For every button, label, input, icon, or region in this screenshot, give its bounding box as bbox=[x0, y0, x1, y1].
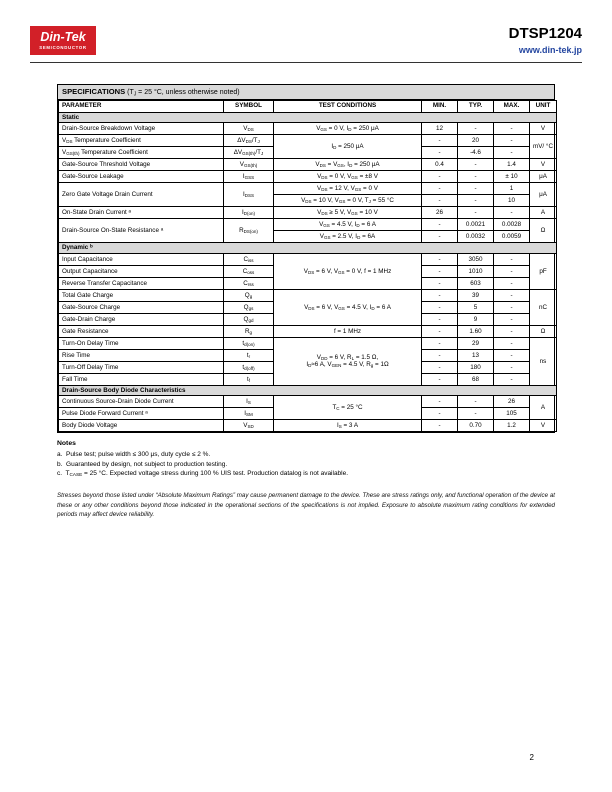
typ-cell: 3050 bbox=[458, 253, 494, 265]
unit-cell: V bbox=[530, 123, 557, 135]
max-cell: - bbox=[494, 135, 530, 147]
note-c: c. $T_{CASE} = 25$ °C. Expected voltage stress during 100 % UIS test. Production datalog is not available. bbox=[57, 470, 349, 478]
max-cell: - bbox=[494, 207, 530, 219]
unit-cell: pF bbox=[530, 253, 557, 289]
symbol-cell: $I_{D(on)}$ bbox=[224, 207, 274, 219]
max-cell: - bbox=[494, 253, 530, 265]
typ-cell: -4.6 bbox=[458, 147, 494, 159]
cond-cell: f = 1 MHz bbox=[274, 325, 422, 337]
min-cell: - bbox=[422, 253, 458, 265]
logo-text: Din-Tek bbox=[40, 30, 86, 45]
unit-cell: mV/ °C bbox=[530, 135, 557, 159]
min-cell: - bbox=[422, 171, 458, 183]
symbol-cell: $V_{GS(th)}$ bbox=[224, 159, 274, 171]
max-cell: - bbox=[494, 289, 530, 301]
col-parameter: PARAMETER bbox=[59, 100, 224, 112]
unit-cell: nC bbox=[530, 289, 557, 325]
max-cell: 0.0028 bbox=[494, 219, 530, 231]
notes-section bbox=[57, 439, 555, 478]
unit-cell: Ω bbox=[530, 219, 557, 243]
typ-cell: 68 bbox=[458, 373, 494, 385]
param-cell: Drain-Source Breakdown Voltage bbox=[59, 123, 224, 135]
page-header bbox=[0, 0, 612, 55]
max-cell: - bbox=[494, 373, 530, 385]
symbol-cell: $I_{SM}$ bbox=[224, 408, 274, 420]
typ-cell: - bbox=[458, 123, 494, 135]
min-cell: - bbox=[422, 337, 458, 349]
min-cell: - bbox=[422, 147, 458, 159]
website-link[interactable]: www.din-tek.jp bbox=[518, 44, 582, 55]
min-cell: - bbox=[422, 231, 458, 243]
max-cell: 105 bbox=[494, 408, 530, 420]
table-row bbox=[59, 123, 557, 135]
param-cell: Continuous Source-Drain Diode Current bbox=[59, 396, 224, 408]
typ-cell: 20 bbox=[458, 135, 494, 147]
page-number: 2 bbox=[529, 753, 534, 762]
note-b: b. Guaranteed by design, not subject to production testing. bbox=[57, 460, 228, 468]
header-right bbox=[509, 26, 582, 55]
cond-cell: $V_{GS} = 0$ V, $I_D = 250$ μA bbox=[274, 123, 422, 135]
typ-cell: - bbox=[458, 396, 494, 408]
max-cell: - bbox=[494, 337, 530, 349]
typ-cell: 180 bbox=[458, 361, 494, 373]
symbol-cell: $Q_{gs}$ bbox=[224, 301, 274, 313]
cond-cell: $V_{DS} \ge 5$ V, $V_{GS} = 10$ V bbox=[274, 207, 422, 219]
symbol-cell: $V_{DS}$ bbox=[224, 123, 274, 135]
max-cell: - bbox=[494, 123, 530, 135]
specifications-title-note: ($T_J = 25$ °C, unless otherwise noted) bbox=[127, 89, 240, 98]
col-typ: TYP. bbox=[458, 100, 494, 112]
symbol-cell: $Q_{gd}$ bbox=[224, 313, 274, 325]
param-cell: Gate-Source Threshold Voltage bbox=[59, 159, 224, 171]
table-row bbox=[59, 135, 557, 147]
unit-cell: Ω bbox=[530, 325, 557, 337]
param-cell: Gate Resistance bbox=[59, 325, 224, 337]
typ-cell: 0.0021 bbox=[458, 219, 494, 231]
notes-title: Notes bbox=[57, 440, 76, 448]
col-min: MIN. bbox=[422, 100, 458, 112]
min-cell: - bbox=[422, 265, 458, 277]
section-row-static bbox=[59, 112, 557, 123]
din-tek-logo bbox=[30, 26, 96, 55]
note-a: a. Pulse test; pulse width ≤ 300 μs, duty cycle ≤ 2 %. bbox=[57, 451, 211, 459]
min-cell: - bbox=[422, 289, 458, 301]
min-cell: - bbox=[422, 301, 458, 313]
col-unit: UNIT bbox=[530, 100, 557, 112]
table-row bbox=[59, 183, 557, 195]
unit-cell: ns bbox=[530, 337, 557, 385]
symbol-cell: $I_{GSS}$ bbox=[224, 171, 274, 183]
cond-cell: $I_S = 3$ A bbox=[274, 420, 422, 432]
typ-cell: - bbox=[458, 171, 494, 183]
symbol-cell: $C_{iss}$ bbox=[224, 253, 274, 265]
min-cell: - bbox=[422, 373, 458, 385]
symbol-cell: $I_{DSS}$ bbox=[224, 183, 274, 207]
cond-cell: $V_{GS} = 2.5$ V, $I_D = 6A$ bbox=[274, 231, 422, 243]
max-cell: 10 bbox=[494, 195, 530, 207]
max-cell: - bbox=[494, 265, 530, 277]
symbol-cell: $Q_g$ bbox=[224, 289, 274, 301]
cond-cell: $V_{DS} = 10$ V, $V_{GS} = 0$ V, $T_J = 55$ °C bbox=[274, 195, 422, 207]
param-cell: Body Diode Voltage bbox=[59, 420, 224, 432]
cond-cell: $V_{DS} = 6$ V, $V_{GS} = 0$ V, f = 1 MHz bbox=[274, 253, 422, 289]
typ-cell: 603 bbox=[458, 277, 494, 289]
unit-cell: V bbox=[530, 420, 557, 432]
section-row-dynamic bbox=[59, 243, 557, 254]
param-cell: On-State Drain Current $^a$ bbox=[59, 207, 224, 219]
max-cell: - bbox=[494, 361, 530, 373]
max-cell: - bbox=[494, 325, 530, 337]
typ-cell: 1010 bbox=[458, 265, 494, 277]
param-cell: Gate-Source Charge bbox=[59, 301, 224, 313]
cond-cell: $V_{DS} = 12$ V, $V_{GS} = 0$ V bbox=[274, 183, 422, 195]
param-cell: Zero Gate Voltage Drain Current bbox=[59, 183, 224, 207]
min-cell: - bbox=[422, 277, 458, 289]
table-row bbox=[59, 159, 557, 171]
param-cell: Fall Time bbox=[59, 373, 224, 385]
disclaimer-text: Stresses beyond those listed under “Absolute Maximum Ratings” may cause permanent damage to the device. These are stress ratings only, and functional operation of the device at these or any other conditions beyond those indicated in the operational sections of the specifications is not implied. Exposure to absolute maximum rating conditions for extended periods may affect device reliability. bbox=[57, 492, 555, 519]
param-cell: Drain-Source On-State Resistance $^a$ bbox=[59, 219, 224, 243]
typ-cell: 5 bbox=[458, 301, 494, 313]
max-cell: ± 10 bbox=[494, 171, 530, 183]
table-row bbox=[59, 337, 557, 349]
table-row bbox=[59, 207, 557, 219]
unit-cell: A bbox=[530, 207, 557, 219]
min-cell: - bbox=[422, 349, 458, 361]
min-cell: - bbox=[422, 420, 458, 432]
typ-cell: 39 bbox=[458, 289, 494, 301]
logo-subtext: SEMICONDUCTOR bbox=[39, 44, 87, 50]
param-cell: Rise Time bbox=[59, 349, 224, 361]
min-cell: - bbox=[422, 219, 458, 231]
param-cell: Input Capacitance bbox=[59, 253, 224, 265]
symbol-cell: $t_{d(on)}$ bbox=[224, 337, 274, 349]
section-label-dynamic: Dynamic $^b$ bbox=[59, 243, 557, 254]
symbol-cell: $C_{oss}$ bbox=[224, 265, 274, 277]
symbol-cell: $R_g$ bbox=[224, 325, 274, 337]
param-cell: Turn-On Delay Time bbox=[59, 337, 224, 349]
symbol-cell: $C_{rss}$ bbox=[224, 277, 274, 289]
cond-cell: $I_D = 250$ μA bbox=[274, 135, 422, 159]
param-cell: Pulse Diode Forward Current $^a$ bbox=[59, 408, 224, 420]
min-cell: - bbox=[422, 195, 458, 207]
param-cell: Total Gate Charge bbox=[59, 289, 224, 301]
section-label-static: Static bbox=[59, 112, 557, 123]
max-cell: - bbox=[494, 147, 530, 159]
symbol-cell: $t_{d(off)}$ bbox=[224, 361, 274, 373]
header-divider bbox=[30, 62, 582, 63]
section-label-body-diode: Drain-Source Body Diode Characteristics bbox=[59, 385, 557, 396]
symbol-cell: $\Delta V_{GS(th)}/T_J$ bbox=[224, 147, 274, 159]
typ-cell: 0.0032 bbox=[458, 231, 494, 243]
param-cell: $V_{DS}$ Temperature Coefficient bbox=[59, 135, 224, 147]
symbol-cell: $R_{DS(on)}$ bbox=[224, 219, 274, 243]
specifications-section bbox=[57, 84, 555, 433]
typ-cell: 0.70 bbox=[458, 420, 494, 432]
symbol-cell: $\Delta V_{DS}/T_J$ bbox=[224, 135, 274, 147]
min-cell: - bbox=[422, 361, 458, 373]
typ-cell: - bbox=[458, 207, 494, 219]
max-cell: - bbox=[494, 301, 530, 313]
cond-cell: $V_{DD} = 6$ V, $R_L = 1.5$ Ω, $I_D\approx 6$ A, $V_{GEN} = 4.5$ V, $R_g = 1\Omega$ bbox=[274, 337, 422, 385]
max-cell: 26 bbox=[494, 396, 530, 408]
max-cell: - bbox=[494, 349, 530, 361]
col-symbol: SYMBOL bbox=[224, 100, 274, 112]
unit-cell: μA bbox=[530, 183, 557, 207]
param-cell: Output Capacitance bbox=[59, 265, 224, 277]
unit-cell: V bbox=[530, 159, 557, 171]
symbol-cell: $t_f$ bbox=[224, 373, 274, 385]
table-row bbox=[59, 396, 557, 408]
param-cell: Gate-Source Leakage bbox=[59, 171, 224, 183]
table-row bbox=[59, 219, 557, 231]
max-cell: 1 bbox=[494, 183, 530, 195]
typ-cell: 29 bbox=[458, 337, 494, 349]
table-row bbox=[59, 171, 557, 183]
param-cell: Gate-Drain Charge bbox=[59, 313, 224, 325]
min-cell: - bbox=[422, 183, 458, 195]
typ-cell: 1.60 bbox=[458, 325, 494, 337]
typ-cell: 13 bbox=[458, 349, 494, 361]
specifications-table bbox=[58, 100, 557, 433]
min-cell: - bbox=[422, 396, 458, 408]
min-cell: 26 bbox=[422, 207, 458, 219]
table-row bbox=[59, 253, 557, 265]
symbol-cell: $V_{SD}$ bbox=[224, 420, 274, 432]
typ-cell: 9 bbox=[458, 313, 494, 325]
min-cell: 12 bbox=[422, 123, 458, 135]
symbol-cell: $I_S$ bbox=[224, 396, 274, 408]
specifications-title bbox=[58, 85, 554, 100]
cond-cell: $V_{GS} = 4.5$ V, $I_D = 6$ A bbox=[274, 219, 422, 231]
unit-cell: μA bbox=[530, 171, 557, 183]
min-cell: - bbox=[422, 408, 458, 420]
col-max: MAX. bbox=[494, 100, 530, 112]
col-test-conditions: TEST CONDITIONS bbox=[274, 100, 422, 112]
part-number-title: DTSP1204 bbox=[508, 25, 582, 42]
cond-cell: $V_{DS} = 6$ V, $V_{GS} = 4.5$ V, $I_D = 6$ A bbox=[274, 289, 422, 325]
cond-cell: $V_{DS} = 0$ V, $V_{GS} = \pm 8$ V bbox=[274, 171, 422, 183]
max-cell: - bbox=[494, 313, 530, 325]
max-cell: 1.2 bbox=[494, 420, 530, 432]
typ-cell: - bbox=[458, 159, 494, 171]
table-row bbox=[59, 420, 557, 432]
specifications-title-label: SPECIFICATIONS bbox=[62, 87, 126, 96]
symbol-cell: $t_r$ bbox=[224, 349, 274, 361]
min-cell: - bbox=[422, 313, 458, 325]
min-cell: - bbox=[422, 325, 458, 337]
param-cell: Reverse Transfer Capacitance bbox=[59, 277, 224, 289]
min-cell: - bbox=[422, 135, 458, 147]
table-row bbox=[59, 325, 557, 337]
param-cell: Turn-Off Delay Time bbox=[59, 361, 224, 373]
param-cell: $V_{GS(th)}$ Temperature Coefficient bbox=[59, 147, 224, 159]
max-cell: 0.0059 bbox=[494, 231, 530, 243]
max-cell: - bbox=[494, 277, 530, 289]
section-row-body-diode bbox=[59, 385, 557, 396]
cond-cell: $V_{DS} = V_{GS}$, $I_D = 250$ μA bbox=[274, 159, 422, 171]
min-cell: 0.4 bbox=[422, 159, 458, 171]
cond-cell: $T_C = 25$ °C bbox=[274, 396, 422, 420]
typ-cell: - bbox=[458, 195, 494, 207]
typ-cell: - bbox=[458, 408, 494, 420]
table-row bbox=[59, 289, 557, 301]
table-header-row bbox=[59, 100, 557, 112]
max-cell: 1.4 bbox=[494, 159, 530, 171]
unit-cell: A bbox=[530, 396, 557, 420]
typ-cell: - bbox=[458, 183, 494, 195]
